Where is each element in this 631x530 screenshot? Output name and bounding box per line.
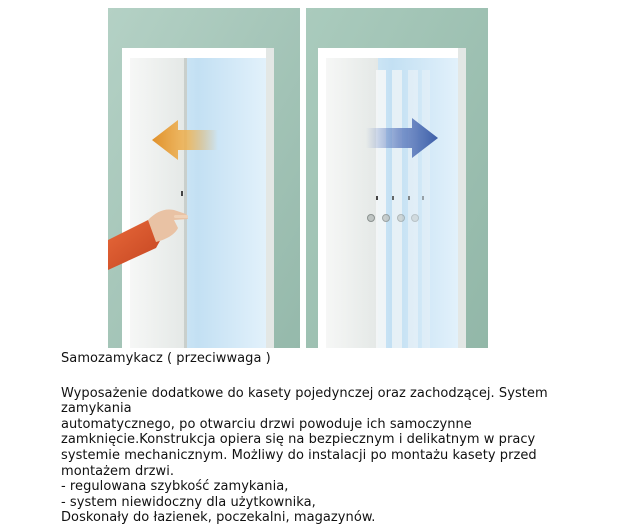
product-description: [61, 351, 581, 526]
feature-item: - system niewidoczny dla użytkownika,: [61, 494, 316, 510]
description-line: montażem drzwi.: [61, 463, 175, 479]
description-line: automatycznego, po otwarciu drzwi powoduje ich samoczynne: [61, 416, 472, 432]
product-title: Samozamykacz ( przeciwwaga ): [61, 351, 271, 366]
feature-item: - regulowana szybkość zamykania,: [61, 479, 289, 495]
description-line: Wyposażenie dodatkowe do kasety pojedynczej oraz zachodzącej. System: [61, 385, 548, 401]
left-photo: [108, 8, 300, 348]
description-line: systemie mechanicznym. Możliwy do instalacji po montażu kasety przed: [61, 447, 537, 463]
right-photo: [306, 8, 488, 348]
description-line: Doskonały do łazienek, poczekalni, magazynów.: [61, 510, 376, 526]
sliding-door-photo: [108, 8, 488, 348]
product-illustration: [108, 8, 488, 348]
description-line: zamykania: [61, 401, 132, 417]
description-line: zamknięcie.Konstrukcja opiera się na bezpiecznym i delikatnym w pracy: [61, 432, 536, 448]
